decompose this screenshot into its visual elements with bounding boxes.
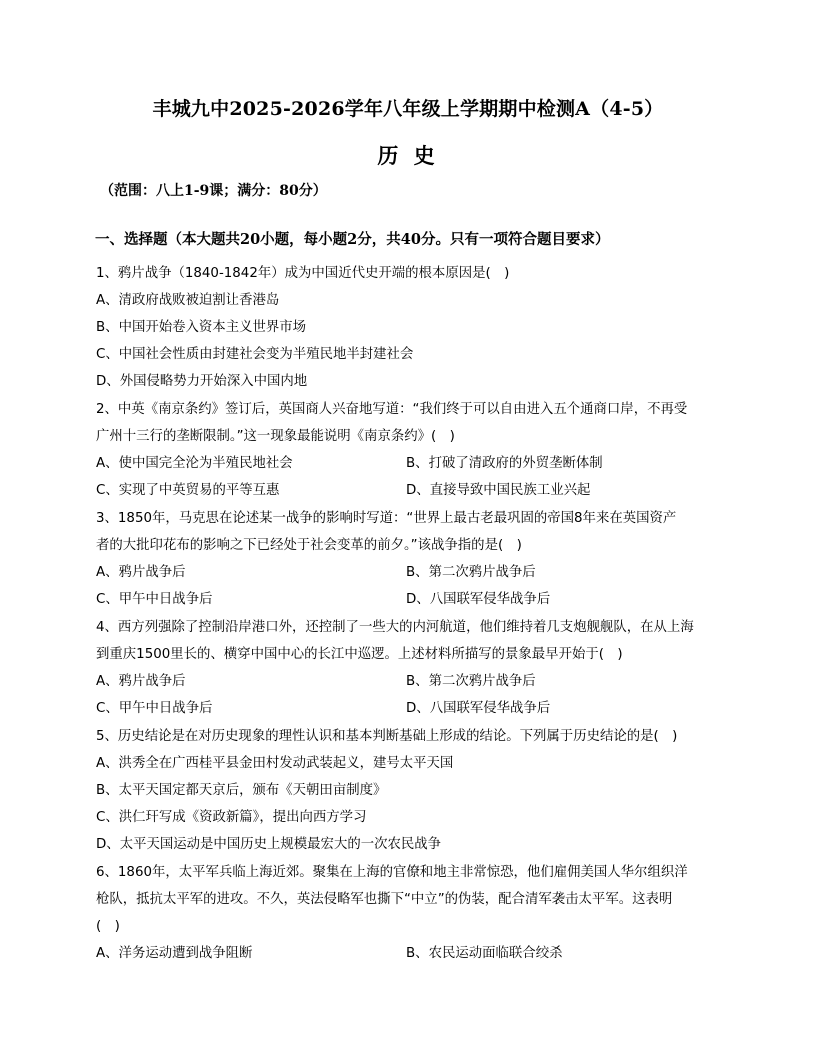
question-3-option-c: C、甲午中日战争后 xyxy=(96,592,213,607)
question-5-option-b: B、太平天国定都天京后，颁布《天朝田亩制度》 xyxy=(96,783,387,798)
question-4-option-c: C、甲午中日战争后 xyxy=(96,701,213,716)
question-5-option-c: C、洪仁玕写成《资政新篇》，提出向西方学习 xyxy=(96,810,367,825)
question-5-stem: 5、历史结论是在对历史现象的理性认识和基本判断基础上形成的结论。下列属于历史结论的是( ) xyxy=(96,729,678,744)
question-3-stem-line1: 3、1850年，马克思在论述某一战争的影响时写道：“世界上最古老最巩固的帝国8年来在英国资产 xyxy=(96,511,677,526)
question-4-option-b: B、第二次鸦片战争后 xyxy=(406,674,536,689)
question-4-stem-line2: 到重庆1500里长的、横穿中国中心的长江中巡逻。上述材料所描写的景象最早开始于( ) xyxy=(96,647,623,662)
question-4-option-d: D、八国联军侵华战争后 xyxy=(406,701,551,716)
question-1-stem: 1、鸦片战争（1840-1842年）成为中国近代史开端的根本原因是( ) xyxy=(96,266,510,281)
question-6-stem-line3: ( ) xyxy=(96,919,120,934)
question-4-option-a: A、鸦片战争后 xyxy=(96,674,186,689)
question-6-option-a: A、洋务运动遭到战争阻断 xyxy=(96,946,253,961)
subject-title: 历 史 xyxy=(377,143,439,168)
question-2-option-b: B、打破了清政府的外贸垄断体制 xyxy=(406,456,603,471)
question-1-option-b: B、中国开始卷入资本主义世界市场 xyxy=(96,320,307,335)
question-2-option-a: A、使中国完全沦为半殖民地社会 xyxy=(96,456,293,471)
question-3-option-a: A、鸦片战争后 xyxy=(96,565,186,580)
question-2-stem-line1: 2、中英《南京条约》签订后，英国商人兴奋地写道：“我们终于可以自由进入五个通商口岸，不再受 xyxy=(96,402,688,417)
question-3-option-b: B、第二次鸦片战争后 xyxy=(406,565,536,580)
question-2-option-d: D、直接导致中国民族工业兴起 xyxy=(406,483,591,498)
question-1-option-c: C、中国社会性质由封建社会变为半殖民地半封建社会 xyxy=(96,347,414,362)
question-5-option-d: D、太平天国运动是中国历史上规模最宏大的一次农民战争 xyxy=(96,837,442,852)
question-5-option-a: A、洪秀全在广西桂平县金田村发动武装起义，建号太平天国 xyxy=(96,756,454,771)
question-1-option-d: D、外国侵略势力开始深入中国内地 xyxy=(96,374,308,389)
question-6-stem-line2: 枪队，抵抗太平军的进攻。不久，英法侵略军也撕下“中立”的伪装，配合清军袭击太平军。这表明 xyxy=(96,892,673,907)
question-6-stem-line1: 6、1860年，太平军兵临上海近郊。聚集在上海的官僚和地主非常惊恐，他们雇佣美国人华尔组织洋 xyxy=(96,865,688,880)
question-2-option-c: C、实现了中英贸易的平等互惠 xyxy=(96,483,280,498)
question-1-option-a: A、清政府战败被迫割让香港岛 xyxy=(96,293,280,308)
question-3-stem-line2: 者的大批印花布的影响之下已经处于社会变革的前夕。”该战争指的是( ) xyxy=(96,538,522,553)
question-3-option-d: D、八国联军侵华战争后 xyxy=(406,592,551,607)
question-2-stem-line2: 广州十三行的垄断限制。”这一现象最能说明《南京条约》( ) xyxy=(96,429,455,444)
question-4-stem-line1: 4、西方列强除了控制沿岸港口外，还控制了一些大的内河航道，他们维持着几支炮舰舰队，在从上海 xyxy=(96,620,694,635)
question-6-option-b: B、农民运动面临联合绞杀 xyxy=(406,946,563,961)
section-heading: 一、选择题（本大题共20小题，每小题2分，共40分。只有一项符合题目要求） xyxy=(95,231,610,248)
exam-title: 丰城九中2025-2026学年八年级上学期期中检测A（4-5） xyxy=(152,98,664,120)
exam-scope: （范围：八上1-9课；满分：80分） xyxy=(100,183,327,199)
